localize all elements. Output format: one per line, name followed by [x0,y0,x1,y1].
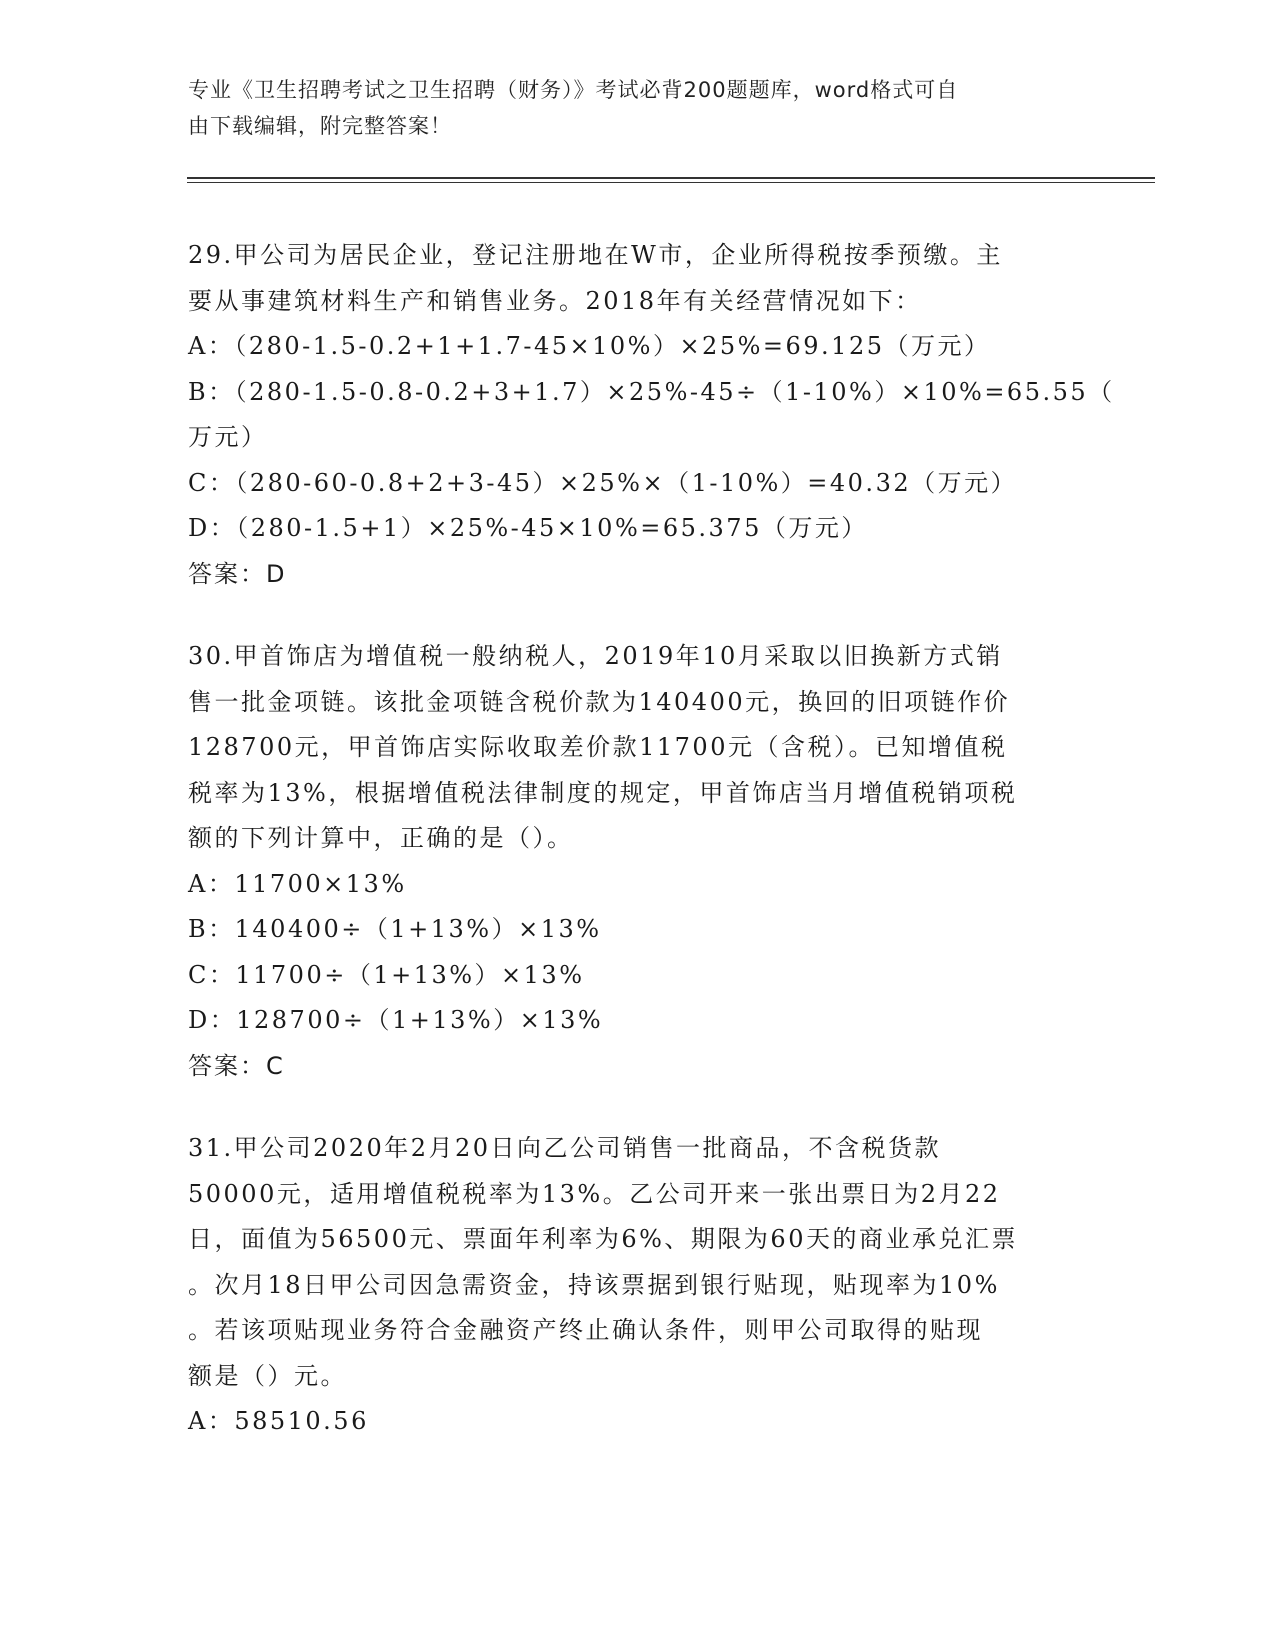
question-block [188,233,1115,597]
header-divider [187,182,1155,183]
question-stem-line: 售一批金项链。该批金项链含税价款为140400元，换回的旧项链作价 [188,687,1011,716]
header-line: 专业《卫生招聘考试之卫生招聘（财务）》考试必背200题题库，word格式可自 [188,78,959,102]
answer-option-line: B：140400÷（1+13%）×13% [188,915,602,943]
question-stem-line: 128700元，甲首饰店实际收取差价款11700元（含税）。已知增值税 [188,733,1008,761]
document-header [188,72,1068,144]
question-stem-line: 50000元，适用增值税税率为13%。乙公司开来一张出票日为2月22 [188,1179,1001,1208]
question-stem-line: 税率为13%，根据增值税法律制度的规定，甲首饰店当月增值税销项税 [188,778,1018,807]
answer-option-line: D：（280-1.5+1）×25%-45×10%=65.375（万元） [188,514,868,542]
correct-answer: 答案：C [188,1051,285,1080]
question-list [188,233,1115,1482]
header-divider [187,177,1155,179]
answer-option-line: 万元） [188,423,268,451]
correct-answer: 答案：D [188,559,287,588]
question-stem-line: 29.甲公司为居民企业，登记注册地在W市，企业所得税按季预缴。主 [188,241,1003,269]
question-stem-line: 。次月18日甲公司因急需资金，持该票据到银行贴现，贴现率为10% [188,1270,1000,1299]
answer-option-line: C：11700÷（1+13%）×13% [188,960,585,989]
answer-option-line: A：（280-1.5-0.2+1+1.7-45×10%）×25%=69.125（万元） [188,332,991,360]
header-line: 由下载编辑，附完整答案！ [188,114,452,138]
question-block [188,1126,1088,1445]
answer-option-line: D：128700÷（1+13%）×13% [188,1006,604,1034]
question-block [188,634,1088,1089]
question-stem-line: 30.甲首饰店为增值税一般纳税人，2019年10月采取以旧换新方式销 [188,642,1003,670]
question-stem-line: 要从事建筑材料生产和销售业务。2018年有关经营情况如下： [188,286,922,315]
question-stem-line: 日，面值为56500元、票面年利率为6%、期限为60天的商业承兑汇票 [188,1225,1018,1253]
answer-option-line: A：58510.56 [188,1407,369,1435]
answer-option-line: A：11700×13% [188,869,407,898]
answer-option-line: C：（280-60-0.8+2+3-45）×25%×（1-10%）=40.32（万元） [188,468,1018,497]
question-stem-line: 额是（）元。 [188,1361,347,1390]
question-stem-line: 。若该项贴现业务符合金融资产终止确认条件，则甲公司取得的贴现 [188,1316,983,1344]
question-stem-line: 31.甲公司2020年2月20日向乙公司销售一批商品，不含税货款 [188,1134,942,1162]
question-stem-line: 额的下列计算中，正确的是（）。 [188,824,574,852]
answer-option-line: B：（280-1.5-0.8-0.2+3+1.7）×25%-45÷（1-10%）×10%=65.55（ [188,377,1115,406]
